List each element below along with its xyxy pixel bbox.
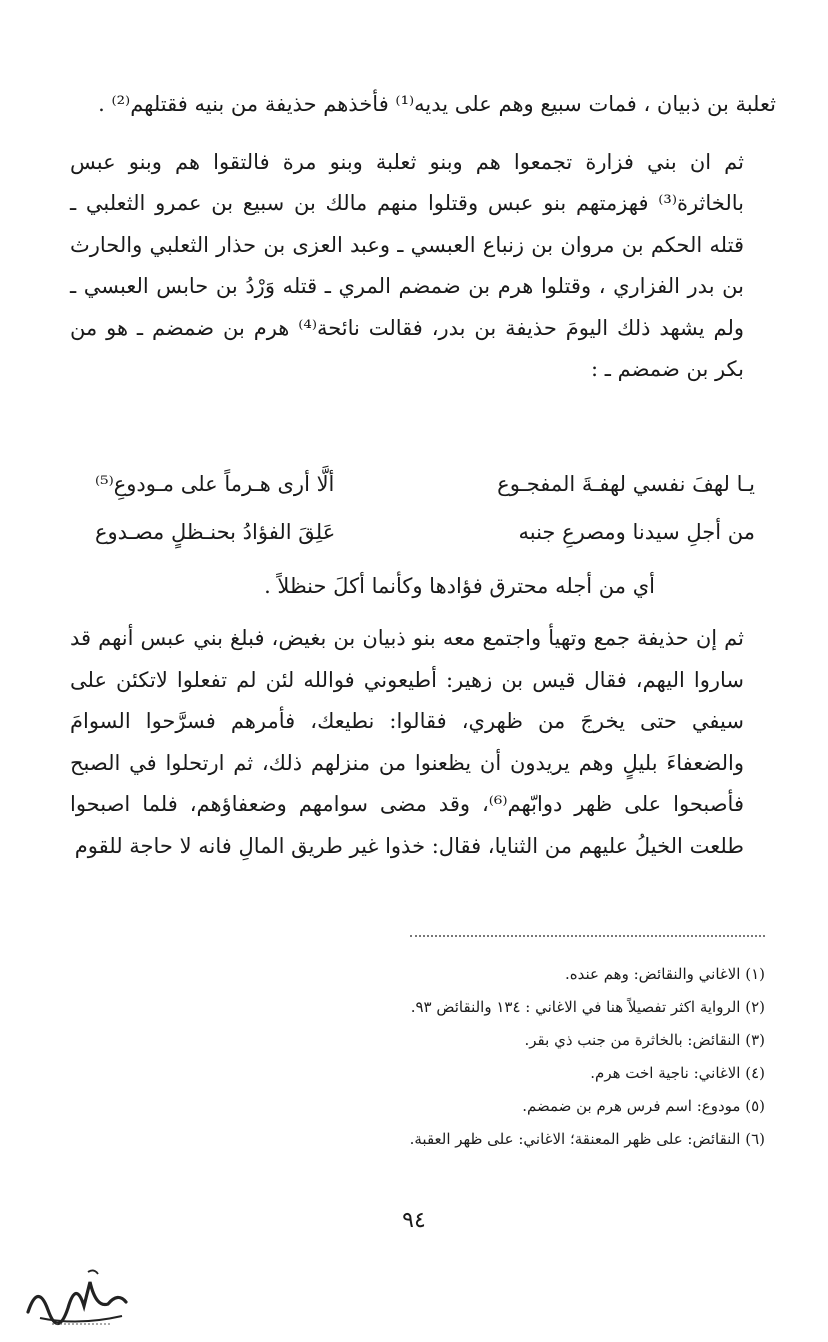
poem-verse — [95, 460, 755, 610]
footnote-6: (٦) النقائض: على ظهر المعنقة؛ الاغاني: على ظهر العقبة. — [409, 1130, 765, 1148]
footnotes — [200, 958, 765, 1156]
calligraphy-logo — [18, 1262, 138, 1330]
verse-explanation: أي من أجله محترق فؤادها وكأنما أكلَ حنظلاً . — [264, 574, 655, 598]
paragraph-2: ثم ان بني فزارة تجمعوا هم وبنو ثعلبة وبنو مرة فالتقوا هم وبنو عبس بالخاثرة⁽³⁾ فهزمتهم بنو عبس وقتلوا منهم مالك بن سبيع بن عمرو الثعلبي ـ قتله الحكم بن مروان بن زنباع العبسي ـ وعبد العزى بن حذار الثعلبي والحارث بن بدر الفزاري ، وقتلوا هرم بن ضمضم المري ـ قتله وَرْدُ بن حابس العبسي ـ ولم يشهد ذلك اليومَ حذيفة بن بدر، فقالت نائحة⁽⁴⁾ هرم بن ضمضم ـ هو من بكر بن ضمضم ـ : — [70, 149, 744, 381]
main-text-top — [70, 84, 776, 391]
verse-line-1 — [95, 460, 755, 508]
footnote-1: (١) الاغاني والنقائض: وهم عنده. — [564, 965, 765, 983]
footnote-3: (٣) النقائض: بالخاثرة من جنب ذي بقر. — [524, 1031, 765, 1049]
main-text-bottom — [70, 618, 776, 867]
paragraph-1: ثعلبة بن ذبيان ، فمات سبيع وهم على يديه⁽¹⁾ فأخذهم حذيفة من بنيه فقتلهم⁽²⁾ . — [98, 92, 776, 116]
page-number: ٩٤ — [402, 1208, 426, 1233]
verse-1-second-hemistich: ألَّا أرى هـرماً على مـودوعِ⁽⁵⁾ — [95, 472, 335, 496]
verse-2-first-hemistich: من أجلِ سيدنا ومصرعِ جنبه — [518, 520, 755, 544]
footnote-5: (٥) مودوع: اسم فرس هرم بن ضمضم. — [522, 1097, 765, 1115]
footnote-separator — [410, 935, 765, 937]
verse-1-first-hemistich: يـا لهفَ نفسي لهفـةَ المفجـوع — [497, 472, 755, 496]
verse-line-2 — [95, 508, 755, 556]
paragraph-3: ثم إن حذيفة جمع وتهيأ واجتمع معه بنو ذبيان بن بغيض، فبلغ بني عبس أنهم قد ساروا اليهم، فقال قيس بن زهير: أطيعوني فوالله لئن لم تفعلوا لاتكئن على سيفي حتى يخرجَ من ظهري، فقالوا: نطيعك، فأمرهم فسرَّحوا السوامَ والضعفاءَ بليلٍ وهم يريدون أن يظعنوا من منزلهم ذلك، ثم ارتحلوا في الصبح فأصبحوا على ظهر دوابّهم⁽⁶⁾، وقد مضى سوامهم وضعفاؤهم، فلما اصبحوا طلعت الخيلُ عليهم من الثنايا، فقال: خذوا غير طريق المالِ فانه لا حاجة للقوم — [70, 626, 744, 858]
footnote-4: (٤) الاغاني: ناجية اخت هرم. — [590, 1064, 765, 1082]
footnote-2: (٢) الرواية اكثر تفصيلاً هنا في الاغاني : ١٣٤ والنقائض ٩٣. — [410, 998, 765, 1016]
verse-2-second-hemistich: عَلِقَ الفؤادُ بحنـظلٍ مصـدوع — [95, 520, 336, 544]
